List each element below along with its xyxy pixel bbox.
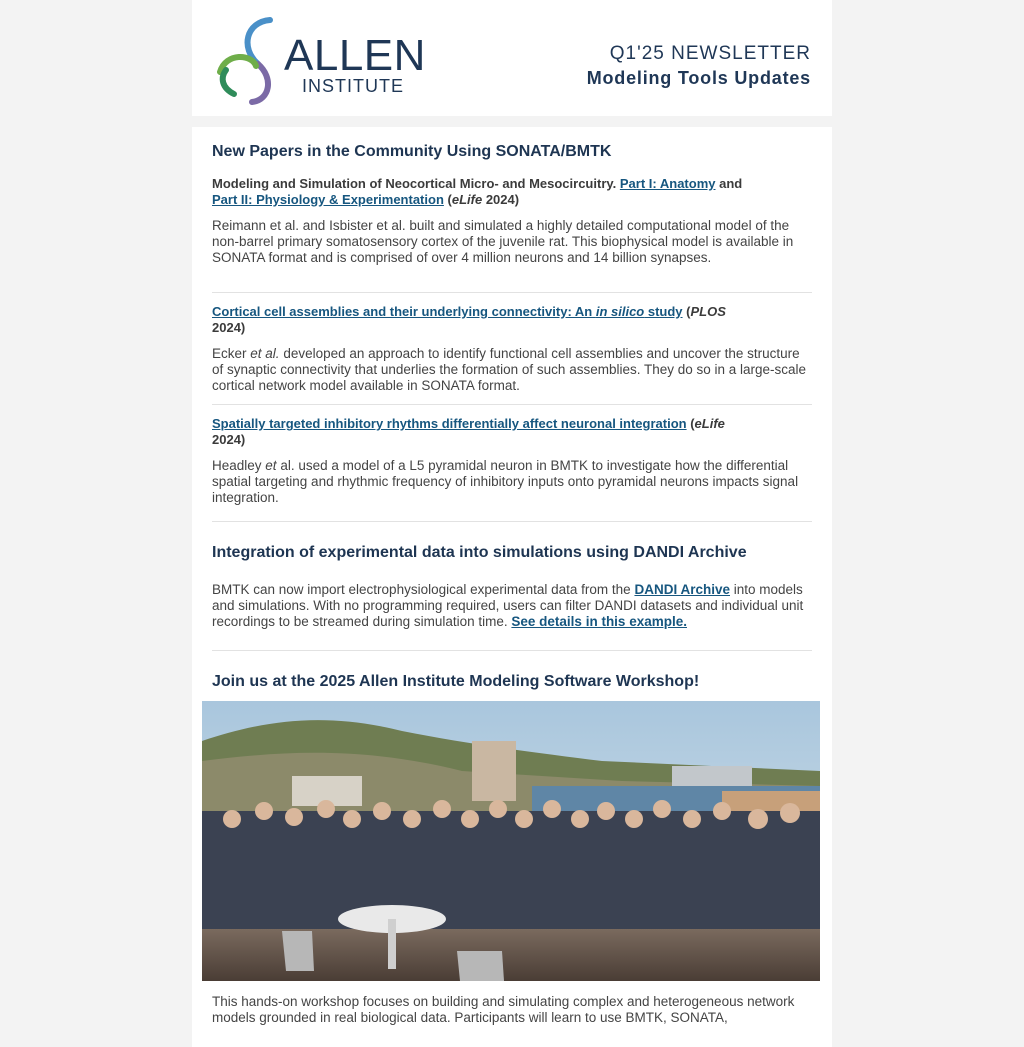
paper1-venue: eLife — [451, 192, 483, 207]
paper2-link-text-end: study — [644, 304, 683, 319]
dandi-text-mid: into models and simulations. With no programming required, users can filter DANDI datasets and individual unit recordings to be streamed during simulation time. — [212, 582, 804, 629]
section-divider — [212, 521, 812, 522]
paper3-title: Spatially targeted inhibitory rhythms differentially affect neuronal integration (eLife 2024) — [212, 416, 725, 447]
paper3-description-text: al. used a model of a L5 pyramidal neuron in BMTK to investigate how the differential spatial targeting and rhythmic frequency of inhibitory inputs onto pyramidal neurons impacts signal integration. — [212, 458, 799, 505]
paper3-author: Headley — [212, 458, 262, 473]
paper2-title: Cortical cell assemblies and their underlying connectivity: An in silico study (PLOS 2024) — [212, 304, 726, 335]
paper2-link-text: Cortical cell assemblies and their underlying connectivity: An — [212, 304, 596, 319]
dandi-description — [212, 582, 812, 630]
logo-subtitle: INSTITUTE — [302, 76, 404, 96]
paper3-venue: eLife — [694, 416, 725, 431]
newsletter-label: Q1'25 NEWSLETTER — [609, 43, 811, 64]
paper2-link-emphasis: in silico — [595, 304, 645, 319]
logo-wordmark: ALLEN — [284, 31, 426, 80]
divider — [212, 404, 812, 405]
section-divider — [212, 650, 812, 651]
paper3-year: 2024 — [212, 432, 241, 447]
newsletter-topic: Modeling Tools Updates — [586, 68, 811, 88]
group-photo-icon — [202, 701, 820, 981]
workshop-group-photo — [202, 701, 820, 981]
workshop-description: This hands-on workshop focuses on building and simulating complex and heterogeneous network models grounded in real biological data. Participants will learn to use BMTK, SONATA, — [212, 994, 795, 1025]
paper1-description: Reimann et al. and Isbister et al. built and simulated a highly detailed computational model of the non-barrel primary somatosensory cortex of the juvenile rat. This biophysical model is available in SONATA format and is comprised of over 4 million neurons and 14 billion synapses. — [212, 218, 794, 265]
paper3-et: et — [265, 458, 277, 473]
dandi-archive-link[interactable]: DANDI Archive — [634, 582, 730, 597]
divider — [212, 292, 812, 293]
paper3-description — [212, 458, 812, 506]
paper1-title: Modeling and Simulation of Neocortical Micro- and Mesocircuitry. Part I: Anatomy and Part II: Physiology & Experimentation (eLife 2024) — [212, 176, 743, 207]
paper2-etal: et al. — [250, 346, 280, 361]
see-details-link[interactable]: See details in this example. — [511, 614, 687, 629]
allen-institute-logo[interactable] — [212, 14, 442, 106]
paper1-and: and — [719, 176, 743, 191]
section-heading-dandi: Integration of experimental data into simulations using DANDI Archive — [212, 544, 747, 561]
paper3-link[interactable]: Spatially targeted inhibitory rhythms differentially affect neuronal integration — [212, 416, 687, 431]
paper1-year: 2024 — [485, 192, 515, 207]
section-heading-new-papers: New Papers in the Community Using SONATA/BMTK — [212, 143, 612, 160]
paper2-author: Ecker — [212, 346, 247, 361]
paper2-year: 2024 — [212, 320, 241, 335]
paper2-description-text: developed an approach to identify functional cell assemblies and uncover the structure of synaptic connectivity that underlies the formation of such assemblies. They do so in a large-scale cortical network model available in SONATA format. — [212, 346, 807, 393]
paper1-link-part1[interactable]: Part I: Anatomy — [619, 176, 716, 191]
paper2-link[interactable] — [212, 304, 683, 319]
paper2-venue: PLOS — [690, 304, 726, 319]
newsletter-header — [192, 0, 832, 116]
paper1-link-part2[interactable]: Part II: Physiology & Experimentation — [212, 192, 444, 207]
newsletter-body — [192, 127, 832, 1047]
logo-mark-icon — [212, 14, 292, 106]
dandi-text-start: BMTK can now import electrophysiological experimental data from the — [212, 582, 635, 597]
section-heading-workshop: Join us at the 2025 Allen Institute Modeling Software Workshop! — [212, 673, 700, 690]
paper2-description — [212, 346, 812, 394]
paper1-title-text: Modeling and Simulation of Neocortical Micro- and Mesocircuitry. — [212, 176, 617, 191]
